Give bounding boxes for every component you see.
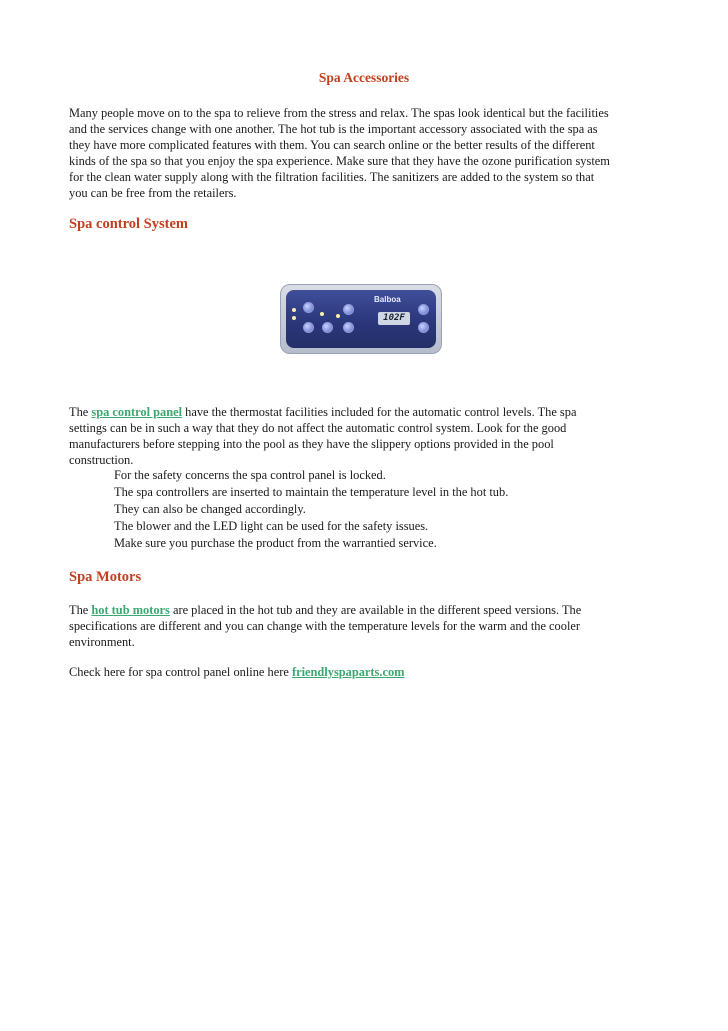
indicator-led <box>292 316 296 320</box>
list-item: They can also be changed accordingly. <box>114 502 306 516</box>
control-para-line2: settings can be in such a way that they do not affect the automatic control system. Look for the good <box>69 420 567 435</box>
heading-spa-control-system: Spa control System <box>69 216 188 232</box>
page-title: Spa Accessories <box>318 70 410 85</box>
control-para-line1: have the thermostat facilities included for the automatic control levels. The spa <box>182 405 577 419</box>
intro-line: Many people move on to the spa to relieve from the stress and relax. The spas look identical but the facilities <box>69 106 609 120</box>
check-line-paragraph <box>69 665 669 681</box>
motors-para-line3: environment. <box>69 634 135 649</box>
intro-line: you can be free from the retailers. <box>69 185 237 200</box>
temp-down-button-icon <box>418 322 429 333</box>
control-para-prefix: The <box>69 405 92 419</box>
control-paragraph <box>69 405 669 469</box>
panel-face <box>286 290 436 348</box>
blower-button-icon <box>343 322 354 333</box>
intro-line: and the services change with one another. The hot tub is the important accessory associated with the spa as <box>69 121 598 136</box>
spa-control-panel-image <box>280 284 442 354</box>
control-para-line3: manufacturers before stepping into the pool as they have the slippery options provided in the pool <box>69 436 554 451</box>
spa-control-panel-link[interactable]: spa control panel <box>91 405 183 419</box>
intro-line: kinds of the spa so that you enjoy the spa experience. Make sure that they have the ozone purification system <box>69 153 610 168</box>
list-item: For the safety concerns the spa control panel is locked. <box>114 468 386 482</box>
jets2-button-icon <box>322 322 333 333</box>
list-item: Make sure you purchase the product from the warrantied service. <box>114 536 437 550</box>
motors-para-prefix: The <box>69 603 92 617</box>
temperature-display: 102F <box>378 312 410 325</box>
control-para-line4: construction. <box>69 452 134 467</box>
motors-paragraph <box>69 603 669 651</box>
list-item: The spa controllers are inserted to maintain the temperature level in the hot tub. <box>114 485 509 499</box>
indicator-led <box>320 312 324 316</box>
check-line-text: Check here for spa control panel online here <box>69 665 292 679</box>
friendlyspaparts-link[interactable]: friendlyspaparts.com <box>291 665 405 679</box>
list-item: The blower and the LED light can be used for the safety issues. <box>114 519 429 533</box>
indicator-led <box>336 314 340 318</box>
light-button-icon <box>303 302 314 313</box>
motors-para-line2: specifications are different and you can change with the temperature levels for the warm and the cooler <box>69 618 581 633</box>
indicator-led <box>292 308 296 312</box>
jets1-button-icon <box>303 322 314 333</box>
heading-spa-motors: Spa Motors <box>69 569 142 585</box>
hot-tub-motors-link[interactable]: hot tub motors <box>91 603 170 617</box>
motors-para-line1: are placed in the hot tub and they are available in the different speed versions. The <box>169 603 582 617</box>
mode-button-icon <box>343 304 354 315</box>
intro-line: for the clean water supply along with the filtration facilities. The sanitizers are added to the system so that <box>69 169 595 184</box>
temp-up-button-icon <box>418 304 429 315</box>
feature-bullet-list <box>69 467 669 552</box>
intro-line: they have more complicated features with them. You can search online or the better results of the different <box>69 137 595 152</box>
intro-paragraph <box>69 106 669 201</box>
balboa-logo: Balboa <box>374 295 401 304</box>
